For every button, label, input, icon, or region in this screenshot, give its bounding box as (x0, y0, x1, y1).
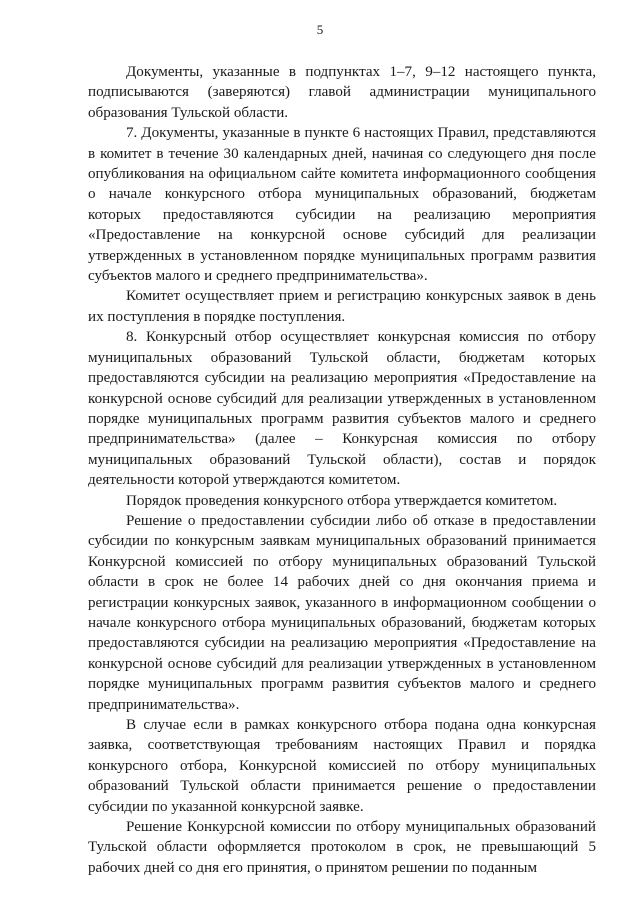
page-number: 5 (316, 22, 324, 37)
paragraph-7-submission-deadline: 7. Документы, указанные в пункте 6 настоящих Правил, представляются в комитет в течение 30 календарных дней, начиная со следующего дня после опубликования на официальном сайте комитета информационного сообщения о начале конкурсного отбора муниципальных образований, бюджетам которых предоставляются субсидии на реализацию мероприятия «Предоставление на конкурсной основе субсидий для реализации утвержденных в установленном порядке муниципальных программ развития субъектов малого и среднего предпринимательства». (88, 125, 596, 285)
paragraph-documents-signing: Документы, указанные в подпунктах 1–7, 9–12 настоящего пункта, подписываются (заверяются) главой администрации муниципального образования Тульской области. (88, 64, 596, 121)
paragraph-single-application: В случае если в рамках конкурсного отбора подана одна конкурсная заявка, соответствующая требованиям настоящих Правил и порядка конкурсного отбора, Конкурсной комиссией по отбору муниципальных образований Тульской области принимается решение о предоставлении субсидии по указанной конкурсной заявке. (88, 717, 596, 815)
paragraph-protocol: Решение Конкурсной комиссии по отбору муниципальных образований Тульской области оформляется протоколом в срок, не превышающий 5 рабочих дней со дня его принятия, о принятом решении по поданным (88, 819, 596, 876)
document-body (88, 62, 596, 878)
paragraph-decision-terms: Решение о предоставлении субсидии либо об отказе в предоставлении субсидии по конкурсным заявкам муниципальных образований принимается Конкурсной комиссией по отбору муниципальных образований Тульской области в срок не более 14 рабочих дней со дня окончания приема и регистрации конкурсных заявок, указанного в информационном сообщении о начале конкурсного отбора муниципальных образований, бюджетам которых предоставляются субсидии на реализацию мероприятия «Предоставление на конкурсной основе субсидий для реализации утвержденных в установленном порядке муниципальных программ развития субъектов малого и среднего предпринимательства». (88, 512, 596, 713)
paragraph-8-competition-commission: 8. Конкурсный отбор осуществляет конкурсная комиссия по отбору муниципальных образований Тульской области, бюджетам которых предоставляются субсидии на реализацию мероприятия «Предоставление на конкурсной основе субсидий для реализации утвержденных в установленном порядке муниципальных программ развития субъектов малого и среднего предпринимательства» (далее – Конкурсная комиссия по отбору муниципальных образований Тульской области), состав и порядок деятельности которой утверждаются комитетом. (88, 329, 596, 489)
paragraph-procedure-approval: Порядок проведения конкурсного отбора утверждается комитетом. (126, 492, 558, 509)
paragraph-registration: Комитет осуществляет прием и регистрацию конкурсных заявок в день их поступления в порядке поступления. (88, 288, 596, 325)
